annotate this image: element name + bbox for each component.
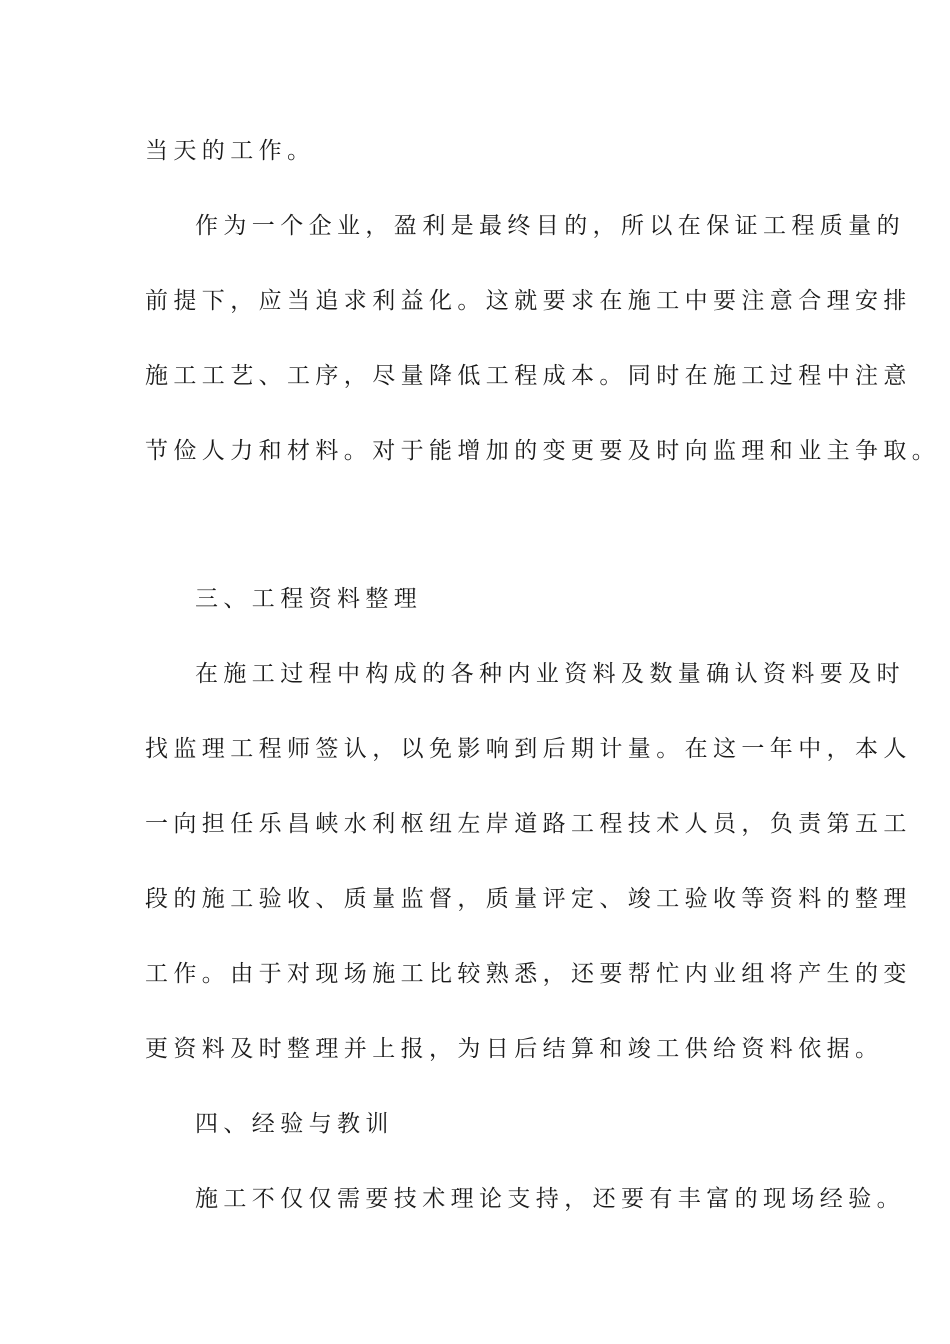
paragraph-line: 更资料及时整理并上报，为日后结算和竣工供给资料依据。 (145, 1036, 884, 1062)
paragraph-line: 当天的工作。 (145, 138, 316, 164)
paragraph-line: 段的施工验收、质量监督，质量评定、竣工验收等资料的整理 (145, 886, 912, 912)
section-heading: 四、经验与教训 (195, 1111, 394, 1137)
paragraph-line: 在施工过程中构成的各种内业资料及数量确认资料要及时 (195, 661, 905, 687)
paragraph-line: 施工不仅仅需要技术理论支持，还要有丰富的现场经验。 (195, 1186, 905, 1212)
paragraph-line: 作为一个企业，盈利是最终目的，所以在保证工程质量的 (195, 213, 905, 239)
paragraph-line: 工作。由于对现场施工比较熟悉，还要帮忙内业组将产生的变 (145, 961, 912, 987)
paragraph-line: 施工工艺、工序，尽量降低工程成本。同时在施工过程中注意 (145, 363, 912, 389)
paragraph-line: 一向担任乐昌峡水利枢纽左岸道路工程技术人员，负责第五工 (145, 811, 912, 837)
section-heading: 三、工程资料整理 (195, 586, 423, 612)
paragraph-line: 找监理工程师签认，以免影响到后期计量。在这一年中，本人 (145, 736, 912, 762)
paragraph-line: 节俭人力和材料。对于能增加的变更要及时向监理和业主争取。 (145, 438, 941, 464)
paragraph-line: 前提下，应当追求利益化。这就要求在施工中要注意合理安排 (145, 288, 912, 314)
